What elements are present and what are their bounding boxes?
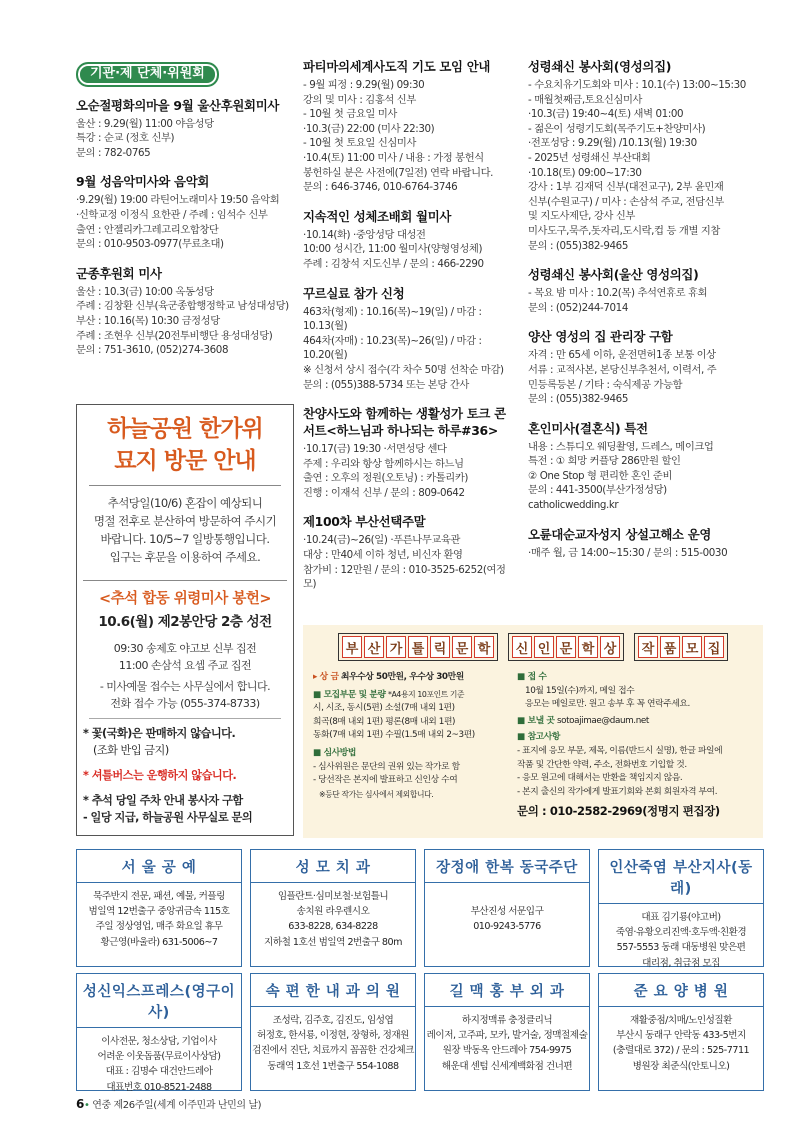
notice-item: [303, 513, 516, 591]
ad-body: 하지정맥류 충정클리닉 레이저, 고주파, 모카, 발거술, 정맥절제술 원장 박동옥 안드레아 754-9975 해운대 센텀 신세계백화점 건너편: [426, 1015, 588, 1072]
mail-address[interactable]: sotoajimae@daum.net: [556, 715, 649, 726]
prize-label: ▸ 상 금: [313, 672, 339, 682]
notice-body: - 목요 밤 미사 : 10.2(목) 추석연휴로 휴회 문의 : (052)244-7014: [528, 287, 708, 314]
title-char: 문: [556, 636, 576, 658]
notice-item: [303, 58, 516, 195]
contest-right: [517, 671, 753, 819]
ad-card: [250, 849, 416, 967]
bullet-icon: •: [83, 1100, 90, 1111]
notice-body: ·10.14(화) ·중앙성당 대성전 10:00 성시간, 11:00 월미사(양형영성체) 주례 : 김창석 지도신부 / 문의 : 466-2290: [303, 228, 484, 270]
contest-contact: 문의 : 010-2582-2969(정명지 편집장): [517, 804, 720, 819]
ad-card: [598, 973, 764, 1091]
mass-times: 09:30 송제호 야고보 신부 집전 11:00 손삼석 요셉 주교 집전: [113, 642, 257, 672]
notice-title: 성령쇄신 봉사회(영성의집): [528, 59, 672, 74]
notice-item: [528, 58, 770, 253]
section-tag: 기관·제 단체·위원회: [76, 62, 219, 87]
title-char: 부: [342, 636, 362, 658]
notice-body: 울산 : 10.3(금) 10:00 옥동성당 주례 : 김창환 신부(육군종합행정학교 남성대성당) 부산 : 10.16(목) 10:30 금정성당 주례 : 조현우 신부(20전투비행단 용성대성당) 문의 : 751-3610, (052)274-3608: [76, 285, 289, 357]
title-char: 릭: [430, 636, 450, 658]
notice-title: 혼인미사(결혼식) 특전: [528, 420, 648, 436]
notice-item: [76, 173, 298, 251]
ad-name: 성신익스프레스(영구이사): [77, 974, 241, 1028]
title-char: 산: [364, 636, 384, 658]
cemetery-intro: 추석당일(10/6) 혼잡이 예상되니 명절 전후로 분산하여 방문하여 주시기 바랍니다. 10/5~7 일방통행입니다. 입구는 후문을 이용하여 주세요.: [93, 496, 277, 564]
notice-item: [76, 265, 298, 358]
notice-body: - 9월 피정 : 9.29(월) 09:30 강의 및 미사 : 김홍석 신부 - 10월 첫 금요일 미사 ·10.3(금) 22:00 (미사 22:30) - 10월 첫 토요일 신심미사 ·10.4(토) 11:00 미사 / 내용 : 가정 봉헌식 봉헌하실 분은 사전에(7일전) 연락 바랍니다. 문의 : 646-3746, 010-6764-3746: [303, 79, 494, 194]
notice-title: 꾸르실료 참가 신청: [303, 285, 405, 301]
notice-item: [528, 526, 770, 561]
contest-title: [313, 633, 753, 661]
mass-title: <추석 합동 위령미사 봉헌>: [83, 580, 287, 608]
notice-title: 찬양사도와 함께하는 생활성가 토크 콘서트<하느님과 하나되는 하루#36>: [303, 406, 506, 439]
ad-name: 준 요 양 병 원: [599, 974, 763, 1007]
title-char: 신: [512, 636, 532, 658]
notice-title: 9월 성음악미사와 음악회: [76, 174, 210, 190]
title-char: 가: [386, 636, 406, 658]
mass-place: 10.6(월) 제2봉안당 2층 성전: [98, 614, 272, 630]
ad-body: 재활중점/치매/노인성질환 부산시 동래구 안락동 433-5번지 (충렬대로 372) / 문의 : 525-7711 병원장 최준식(안토니오): [612, 1015, 750, 1072]
notice-title: 양산 영성의 집 관리장 구함: [528, 329, 673, 345]
notice-item: [528, 328, 770, 406]
title-char: 작: [638, 636, 658, 658]
title-char: 집: [704, 636, 724, 658]
title-char: 상: [600, 636, 620, 658]
ad-card: [424, 849, 590, 967]
ad-name: 서 울 공 예: [77, 850, 241, 883]
receive-row: [517, 671, 753, 685]
title-group: [508, 633, 624, 661]
parking-note: * 추석 당일 주차 안내 봉사자 구함: [83, 794, 243, 807]
ad-card: [76, 849, 242, 967]
title-group: [634, 633, 728, 661]
notice-title: 오순절평화의마을 9월 울산후원회미사: [76, 97, 280, 113]
notice-item: [76, 97, 298, 161]
notice-body: ·매주 월, 금 14:00~15:30 / 문의 : 515-0030: [528, 546, 728, 559]
ad-body: 대표 김기룡(야고버) 죽염·유황오리진액·호두액·친환경 557-5553 동래 대동병원 맞은편 대리점, 취급점 모집: [615, 912, 747, 969]
notice-title: 지속적인 성체조배회 월미사: [303, 208, 452, 224]
page-number: 6: [76, 1097, 84, 1111]
notice-title: 오륜대순교자성지 상설고해소 운영: [528, 526, 712, 542]
ad-grid: [76, 849, 764, 1091]
ad-body: 조성락, 김주호, 김진도, 임성엽 허정호, 한서룡, 이정현, 장형하, 정재원 검진에서 진단, 치료까지 꼼꼼한 건강체크 동래역 1호선 1번출구 554-1088: [252, 1015, 414, 1072]
title-char: 모: [682, 636, 702, 658]
contest-left: [313, 671, 505, 819]
contest-columns: [313, 671, 753, 819]
column-middle: [303, 58, 516, 605]
ad-body: 묵주반지 전문, 패션, 예물, 커플링 범일역 12번출구 중앙귀금속 115호 주일 정상영업, 매주 화요일 휴무 황근영(바울라) 631-5006~7: [88, 891, 230, 948]
headline-line1: 하늘공원 한가위: [107, 416, 263, 442]
field-label: ■ 모집부문 및 분량: [313, 689, 386, 700]
footer-text: 연중 제26주일(세계 이주민과 난민의 날): [92, 1100, 262, 1111]
flower-note-sub: (조화 반입 금지): [93, 744, 169, 757]
notice-item: [303, 405, 516, 500]
notice-title: 제100차 부산선택주말: [303, 514, 426, 530]
notice-body: 463차(형제) : 10.16(목)~19(일) / 마감 : 10.13(월) 464차(자매) : 10.23(목)~26(일) / 마감 : 10.20(월) ※ 신청서 상시 접수(각 차수 50명 선착순 마감) 문의 : (055)388-5734 또는 본당 간사: [303, 305, 504, 391]
notice-item: [303, 285, 516, 393]
literary-contest-box: [303, 625, 763, 838]
ad-body: 임플란트·심미보철·보험틀니 송치원 라우렌시오 633-8228, 634-8228 지하철 1호선 범일역 2번출구 80m: [264, 891, 402, 948]
cemetery-notice-box: [76, 404, 294, 836]
ad-card: [250, 973, 416, 1091]
title-char: 인: [534, 636, 554, 658]
title-group: [338, 633, 498, 661]
judge-body: - 심사위원은 문단의 권위 있는 작가로 함 - 당선작은 본지에 발표하고 신인상 수여: [313, 761, 460, 786]
mail-row: [517, 715, 753, 729]
mass-note: - 미사예물 접수는 사무실에서 합니다. 전화 접수 가능 (055-374-8733): [99, 680, 271, 710]
headline-line2: 묘지 방문 안내: [114, 448, 256, 474]
ref-body: - 표지에 응모 부문, 제목, 이름(반드시 실명), 한글 파일에 작품 및 간단한 약력, 주소, 전화번호 기입할 것. - 응모 원고에 대해서는 반환을 책임지지 않음. - 본지 출신의 작가에게 발표기회와 본회 회원자격 부여.: [517, 745, 723, 797]
ad-card: [76, 973, 242, 1091]
notice-item: [528, 266, 770, 315]
ad-body: 부산진성 서문입구 010-9243-5776: [470, 906, 544, 933]
ad-name: 인산죽염 부산지사(동래): [599, 850, 763, 904]
notice-item: [303, 208, 516, 272]
field-list: 시, 시조, 동시(5편) 소설(7매 내외 1편) 희곡(8매 내외 1편) 평론(8매 내외 1편) 동화(7매 내외 1편) 수필(1.5매 내외 2~3편): [313, 703, 475, 741]
notice-title: 성령쇄신 봉사회(울산 영성의집): [528, 267, 699, 283]
ad-name: 길 맥 홍 부 외 과: [425, 974, 589, 1007]
title-char: 학: [578, 636, 598, 658]
title-char: 학: [474, 636, 494, 658]
title-char: 품: [660, 636, 680, 658]
receive-body: 10월 15일(수)까지, 메일 접수 응모는 메일로만. 원고 송부 후 꼭 연락주세요.: [525, 685, 690, 710]
prize-value: 최우수상 50만원, 우수상 30만원: [340, 672, 464, 682]
notice-body: 내용 : 스튜디오 웨딩촬영, 드레스, 메이크업 특전 : ① 희망 커플당 286만원 할인 ② One Stop 형 편리한 혼인 준비 문의 : 441-3500(부산가정성당) catholicwedding.kr: [528, 440, 714, 512]
ref-label: ■ 참고사항: [517, 732, 560, 743]
notice-body: 자격 : 만 65세 이하, 운전면허1종 보통 이상 서류 : 교적사본, 본당신부추천서, 이력서, 주 민등록등본 / 기타 : 숙식제공 가능함 문의 : (055)382-9465: [528, 349, 717, 406]
notice-body: ·9.29(월) 19:00 라틴어노래미사 19:50 음악회 ·신학교정 이정식 요한관 / 주례 : 임석수 신부 출연 : 안젤리카그레고리오합창단 문의 : 010-9503-0977(무료초대): [76, 194, 280, 251]
ad-card: [424, 973, 590, 1091]
notice-body: - 수요치유기도회와 미사 : 10.1(수) 13:00~15:30 - 매월첫째금,토요신심미사 ·10.3(금) 19:40~4(토) 새벽 01:00 - 젊은이 성령기도회(목주기도+찬양미사) ·전포성당 : 9.29(월) /10.13(월) 19:30 - 2025년 성령쇄신 부산대회 ·10.18(토) 09:00~17:30 강사 : 1부 김재덕 신부(대전교구), 2부 윤민재 신부(수원교구) / 미사 : 손삼석 주교, 전담신부 및 지도사제단, 강사 신부 미사도구,묵주,돗자리,도시락,컵 등 개별 지참 문의 : (055)382-9465: [528, 79, 746, 252]
mail-label: ■ 보낼 곳: [517, 715, 555, 726]
notice-title: 파티마의세계사도직 기도 모임 안내: [303, 59, 491, 74]
receive-label: ■ 접 수: [517, 672, 547, 682]
page-footer: [76, 1096, 261, 1111]
notice-body: ·10.17(금) 19:30 ·서면성당 센다 주제 : 우리와 항상 함께하시는 하느님 출연 : 오후의 정원(오토닝) : 카톨리카) 진행 : 이재석 신부 / 문의 : 809-0642: [303, 443, 469, 499]
flower-note: * 꽃(국화)은 판매하지 않습니다.: [83, 727, 236, 740]
ad-section: [76, 849, 764, 1091]
divider: [89, 718, 281, 719]
notice-body: 울산 : 9.29(월) 11:00 야음성당 특강 : 순교 (정호 신부) 문의 : 782-0765: [76, 117, 214, 159]
judge-label: ■ 심사방법: [313, 747, 356, 758]
field-row: [313, 688, 505, 703]
ad-name: 성 모 치 과: [251, 850, 415, 883]
notice-title: 군종후원회 미사: [76, 265, 162, 281]
title-char: 톨: [408, 636, 428, 658]
notice-item: [528, 420, 770, 513]
field-note: *A4용지 10포인트 기준: [388, 689, 465, 699]
column-right: [528, 58, 770, 573]
column-left: [76, 58, 298, 371]
ad-body: 이사전문, 청소상담, 기업이사 어려운 이웃돕품(무료이사상담) 대표 : 김명수 대건안드레아 대표번호 010-8521-2488: [97, 1036, 221, 1093]
parking-note-sub: - 일당 지급, 하늘공원 사무실로 문의: [83, 811, 253, 824]
ad-name: 장정애 한복 동국주단: [425, 850, 589, 883]
title-char: 문: [452, 636, 472, 658]
ad-name: 속 편 한 내 과 의 원: [251, 974, 415, 1007]
ad-card: [598, 849, 764, 967]
prize-row: [313, 671, 505, 685]
judge-note: ※등단 작가는 심사에서 제외합니다.: [319, 789, 434, 799]
shuttle-note: * 셔틀버스는 운행하지 않습니다.: [83, 769, 237, 782]
notice-body: ·10.24(금)~26(일) ·푸른나무교육관 대상 : 만40세 이하 청년, 비신자 환영 참가비 : 12만원 / 문의 : 010-3525-6252(여정모): [303, 534, 506, 591]
cemetery-headline: [89, 413, 281, 486]
